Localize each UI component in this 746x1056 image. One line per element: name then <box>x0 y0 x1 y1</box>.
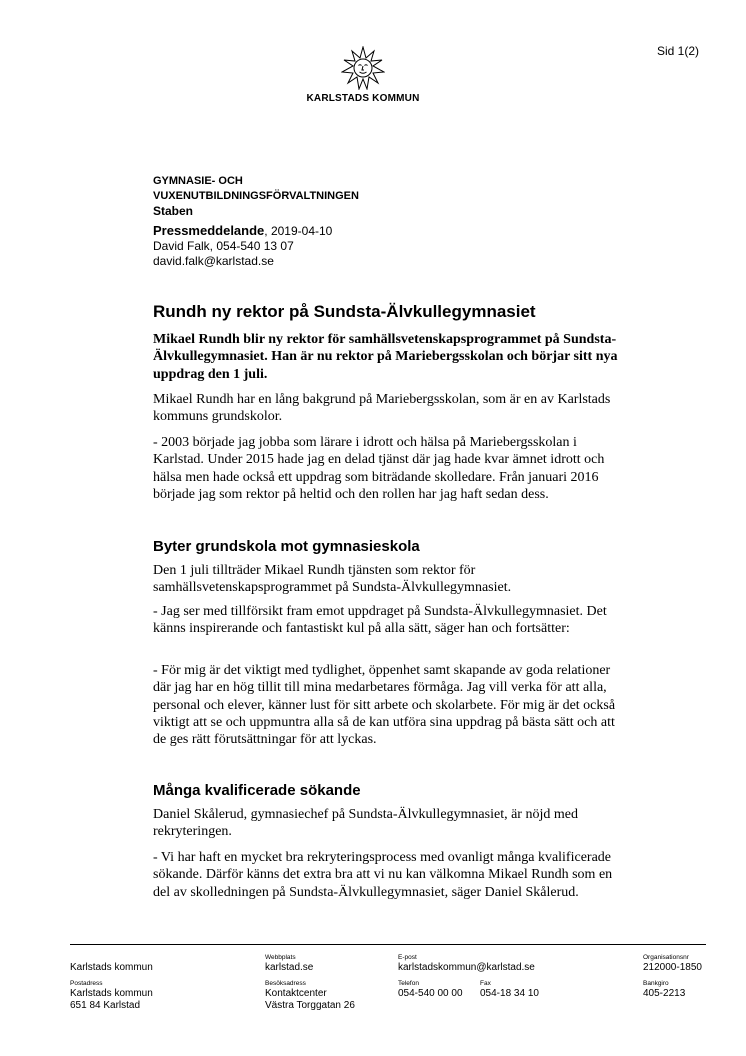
body-paragraph: Mikael Rundh har en lång bakgrund på Mariebergsskolan, som är en av Karlstads kommuns grundskolor. <box>153 392 611 425</box>
department-line-2: VUXENUTBILDNINGSFÖRVALTNINGEN <box>153 190 359 202</box>
contact-block <box>153 223 332 269</box>
contact-person: David Falk, 054-540 13 07 <box>153 239 294 253</box>
article-headline: Rundh ny rektor på Sundsta-Älvkullegymnasiet <box>153 302 536 321</box>
footer-orgnr: 212000-1850 <box>643 962 702 973</box>
page-number: Sid 1(2) <box>657 44 700 58</box>
doc-type-date <box>153 223 332 239</box>
footer-visit-label: Besöksadress <box>265 980 306 987</box>
footer-fax-label: Fax <box>480 980 491 987</box>
footer-email: karlstadskommun@karlstad.se <box>398 962 535 973</box>
footer-postal-label: Postadress <box>70 980 103 987</box>
body-paragraph: Daniel Skålerud, gymnasiechef på Sundsta-Älvkullegymnasiet, är nöjd med rekryteringen. <box>153 807 578 840</box>
footer-phone: 054-540 00 00 <box>398 988 463 999</box>
doc-date: , 2019-04-10 <box>264 224 333 238</box>
department-block <box>153 174 359 219</box>
body-paragraph: - För mig är det viktigt med tydlighet, öppenhet samt skapande av goda relationer där jag har en hög tillit till mina medarbetares förmåga. Jag vill verka för att alla, personal och elever, känner lust för sitt arbete och skolarbete. För mig är det också viktigt att se och uppmuntra alla så de kan utföra sina uppdrag på bästa sätt och att de ges rätt förutsättningar för att lyckas. <box>153 663 616 748</box>
footer-divider <box>70 944 706 945</box>
body-paragraph: - 2003 började jag jobba som lärare i idrott och hälsa på Mariebergsskolan i Karlstad. Under 2015 hade jag en delad tjänst där jag hade kvar ämnet idrott och hälsa men hade också ett uppdrag som biträdande skolledare. Från januari 2016 började jag som rektor på heltid och den rollen har jag haft sedan dess. <box>153 435 605 502</box>
unit-name: Staben <box>153 204 194 218</box>
lead-paragraph: Mikael Rundh blir ny rektor för samhällsvetenskapsprogrammet på Sundsta-Älvkullegymnasiet. Han är nu rektor på Mariebergsskolan och börjar sitt nya uppdrag den 1 juli. <box>153 332 618 382</box>
sun-face-icon <box>341 46 385 90</box>
footer-phone-label: Telefon <box>398 980 419 987</box>
organization-logo-text: KARLSTADS KOMMUN <box>306 93 420 104</box>
doc-type: Pressmeddelande <box>153 223 265 238</box>
subheading: Byter grundskola mot gymnasieskola <box>153 538 420 555</box>
footer-org: Karlstads kommun <box>70 962 153 973</box>
footer-bankgiro: 405-2213 <box>643 988 686 999</box>
footer-email-label: E-post <box>398 954 417 961</box>
footer-visit-line-1: Kontaktcenter <box>265 988 327 999</box>
footer-website: karlstad.se <box>265 962 314 973</box>
department-line-1: GYMNASIE- OCH <box>153 175 243 187</box>
footer-orgnr-label: Organisationsnr <box>643 954 689 961</box>
footer-website-label: Webbplats <box>265 954 296 961</box>
footer-postal-line-1: Karlstads kommun <box>70 988 153 999</box>
subheading: Många kvalificerade sökande <box>153 782 361 799</box>
footer-visit-line-2: Västra Torggatan 26 <box>265 1000 355 1011</box>
body-paragraph: - Vi har haft en mycket bra rekryteringsprocess med ovanligt många kvalificerade sökande. Därför känns det extra bra att vi nu kan välkomna Mikael Rundh som en del av skolledningen på Sundsta-Älvkullegymnasiet, säger Daniel Skålerud. <box>153 850 613 900</box>
body-paragraph: Den 1 juli tillträder Mikael Rundh tjänsten som rektor för samhällsvetenskapsprogrammet på Sundsta-Älvkullegymnasiet. <box>153 563 512 596</box>
contact-email: david.falk@karlstad.se <box>153 254 274 268</box>
footer-bankgiro-label: Bankgiro <box>643 980 669 987</box>
footer-postal-line-2: 651 84 Karlstad <box>70 1000 141 1011</box>
body-paragraph: - Jag ser med tillförsikt fram emot uppdraget på Sundsta-Älvkullegymnasiet. Det känns inspirerande och fantastiskt kul på alla sätt, säger han och fortsätter: <box>153 604 607 637</box>
footer-fax: 054-18 34 10 <box>480 988 539 999</box>
